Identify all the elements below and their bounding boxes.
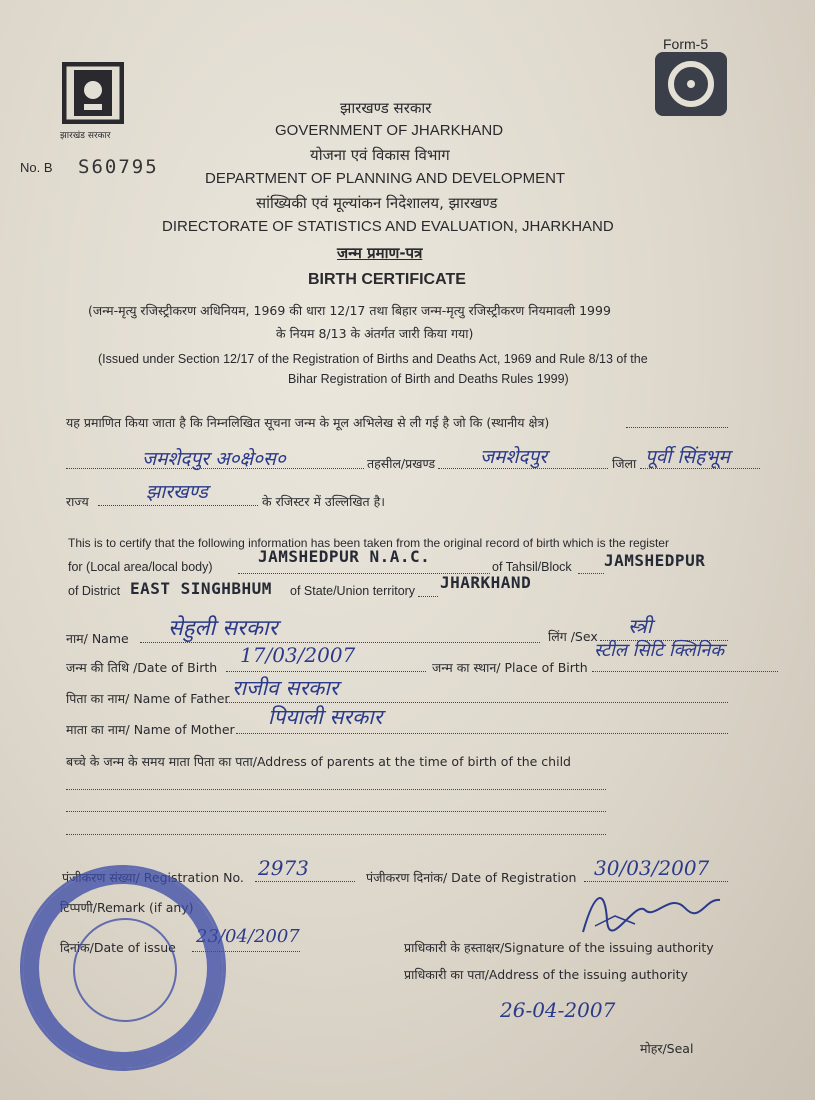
- hindi-state-label: राज्य: [66, 494, 89, 509]
- english-state-value: JHARKHAND: [440, 573, 532, 592]
- issue-date-label: दिनांक/Date of issue: [60, 940, 176, 955]
- issue-date-value: 23/04/2007: [196, 926, 300, 947]
- act-hindi-line2: के नियम 8/13 के अंतर्गत जारी किया गया): [276, 326, 474, 341]
- english-local-label: for (Local area/local body): [68, 560, 213, 574]
- state-govt-hindi: झारखण्ड सरकार: [340, 99, 432, 117]
- pob-label: जन्म का स्थान/ Place of Birth: [432, 660, 588, 675]
- hindi-local-area-value: जमशेदपुर अ०क्षे०स०: [142, 448, 286, 470]
- act-english-line2: Bihar Registration of Birth and Deaths Rules 1999): [288, 372, 569, 386]
- hindi-district-value: पूर्वी सिंहभूम: [645, 446, 730, 468]
- remark-label: टिप्पणी/Remark (if any): [60, 900, 194, 915]
- hindi-district-label: जिला: [612, 456, 637, 471]
- sex-label: लिंग /Sex: [548, 629, 598, 644]
- reg-date-label: पंजीकरण दिनांक/ Date of Registration: [366, 870, 577, 885]
- reg-no-value: 2973: [258, 856, 309, 880]
- address-line-3: [66, 834, 606, 835]
- address-line-1: [66, 789, 606, 790]
- seal-label: मोहर/Seal: [640, 1041, 694, 1056]
- english-district-label: of District: [68, 584, 121, 598]
- father-value: राजीव सरकार: [232, 676, 339, 700]
- address-line-2: [66, 811, 606, 812]
- english-tehsil-label: of Tahsil/Block: [492, 560, 572, 574]
- mother-label: माता का नाम/ Name of Mother: [66, 722, 235, 737]
- act-english-line1: (Issued under Section 12/17 of the Registration of Births and Deaths Act, 1969 and Rule 8/13 of the: [98, 352, 648, 366]
- father-label: पिता का नाम/ Name of Father: [66, 691, 230, 706]
- address-label: बच्चे के जन्म के समय माता पिता का पता/Address of parents at the time of birth of the child: [66, 754, 571, 769]
- english-tehsil-value: JAMSHEDPUR: [604, 551, 706, 570]
- official-round-seal: [20, 865, 226, 1071]
- name-label: नाम/ Name: [66, 631, 129, 646]
- sex-value: स्त्री: [628, 614, 652, 638]
- signature-date: 26-04-2007: [500, 998, 616, 1022]
- reg-no-label: पंजीकरण संख्या/ Registration No.: [62, 870, 244, 885]
- state-emblem-logo: [62, 62, 124, 124]
- dob-value: 17/03/2007: [240, 643, 356, 667]
- english-local-value: JAMSHEDPUR N.A.C.: [258, 547, 431, 566]
- hindi-certify-text: यह प्रमाणित किया जाता है कि निम्नलिखित सूचना जन्म के मूल अभिलेख से ली गई है जो कि (स्थानीय क्षेत्र): [66, 415, 550, 430]
- hindi-tehsil-value: जमशेदपुर: [480, 446, 548, 468]
- serial-number: S60795: [78, 156, 159, 178]
- dob-label: जन्म की तिथि /Date of Birth: [66, 660, 218, 675]
- act-hindi-line1: (जन्म-मृत्यु रजिस्ट्रीकरण अधिनियम, 1969 की धारा 12/17 तथा बिहार जन्म-मृत्यु रजिस्ट्रीकरण नियमावली 1999: [88, 303, 611, 318]
- certificate-title-hindi: जन्म प्रमाण-पत्र: [337, 244, 423, 262]
- authority-address-label: प्राधिकारी का पता/Address of the issuing authority: [404, 967, 688, 982]
- hindi-tehsil-label: तहसील/प्रखण्ड: [367, 456, 436, 471]
- name-value: सेहुली सरकार: [168, 616, 278, 641]
- form-number: Form-5: [663, 36, 709, 52]
- english-district-value: EAST SINGHBHUM: [130, 579, 272, 598]
- english-certify-text: This is to certify that the following information has been taken from the original record of birth which is the register: [68, 536, 669, 550]
- mother-value: पियाली सरकार: [268, 705, 383, 729]
- english-state-label: of State/Union territory: [290, 584, 416, 598]
- dept-english: DEPARTMENT OF PLANNING AND DEVELOPMENT: [205, 170, 566, 187]
- serial-prefix: No. B: [20, 160, 53, 175]
- directorate-logo: [655, 52, 727, 116]
- state-govt-english: GOVERNMENT OF JHARKHAND: [275, 122, 504, 139]
- directorate-hindi: सांख्यिकी एवं मूल्यांकन निदेशालय, झारखण्ड: [256, 194, 498, 212]
- signature-label: प्राधिकारी के हस्ताक्षर/Signature of the issuing authority: [404, 940, 714, 955]
- hindi-state-value: झारखण्ड: [146, 481, 208, 503]
- pob-value: स्टील सिटि क्लिनिक: [594, 640, 725, 661]
- reg-date-value: 30/03/2007: [594, 856, 710, 880]
- dept-hindi: योजना एवं विकास विभाग: [310, 146, 450, 164]
- emblem-caption: झारखंड सरकार: [60, 131, 111, 141]
- directorate-english: DIRECTORATE OF STATISTICS AND EVALUATION, JHARKHAND: [162, 218, 614, 235]
- certificate-title-english: BIRTH CERTIFICATE: [308, 271, 466, 288]
- authority-signature: [575, 880, 725, 940]
- hindi-registered-text: के रजिस्टर में उल्लिखित है।: [262, 494, 386, 509]
